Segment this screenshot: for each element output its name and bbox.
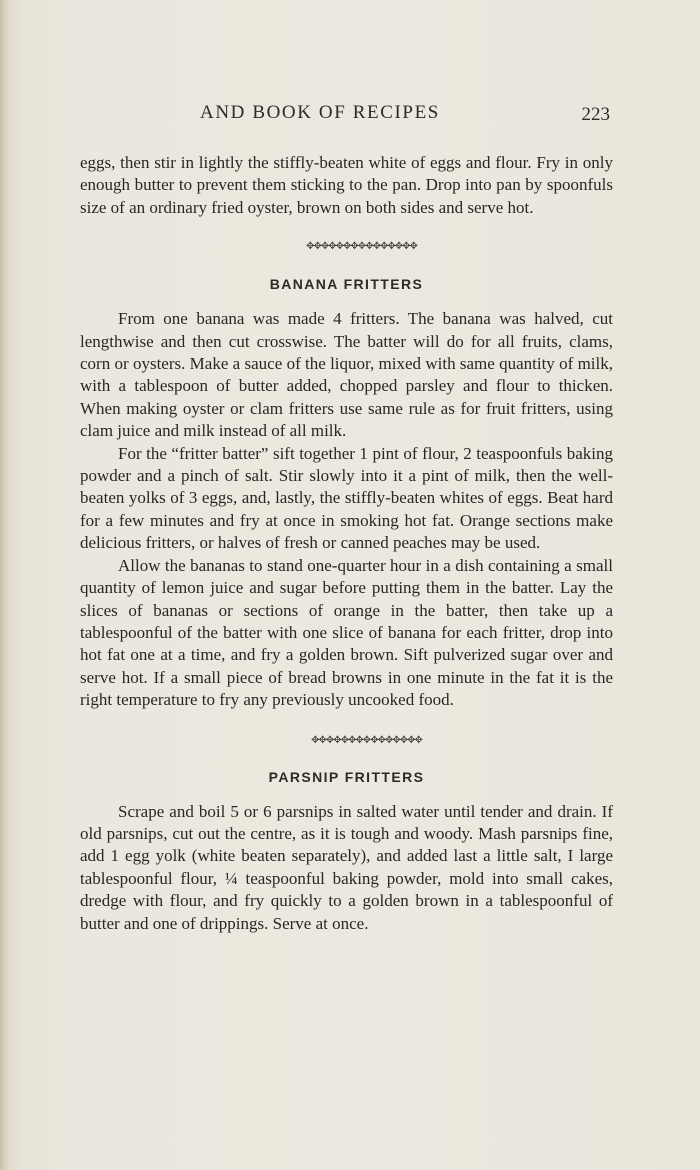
parsnip-fritters-paragraph-1: Scrape and boil 5 or 6 parsnips in salted water until tender and drain. If old parsnips, cut out the centre, as it is tough and woody. Mash parsnips fine, add 1 egg yolk (white beaten separately), and added last a little salt, I large tablespoonful flour, ¼ teaspoonful baking powder, mold into small cakes, dredge with flour, and fry quickly to a golden brown in a tablespoonful of butter and one of drippings. Serve at once.	[80, 801, 613, 933]
page-body	[80, 152, 613, 935]
page-number: 223	[581, 104, 610, 125]
banana-fritters-paragraph-3: Allow the bananas to stand one-quarter hour in a dish containing a small quantity of lemon juice and sugar before putting them in the batter. Lay the slices of bananas or sections of orange in the batter, then take up a tablespoonful of the batter with one slice of banana for each fritter, drop into hot fat one at a time, and fry a golden brown. Sift pulverized sugar over and serve hot. If a small piece of bread browns in one minute in the fat it is the right temperature to fry any previously uncooked food.	[80, 555, 613, 710]
running-head: AND BOOK OF RECIPES	[200, 102, 440, 123]
banana-fritters-paragraph-1: From one banana was made 4 fritters. The banana was halved, cut lengthwise and then cut crosswise. The batter will do for all fruits, clams, corn or oysters. Make a sauce of the liquor, mixed with same quantity of milk, with a tablespoon of butter added, chopped parsley and flour to thicken. When making oyster or clam fritters use same rule as for fruit fritters, using clam juice and milk instead of all milk.	[80, 309, 613, 441]
section-heading-banana-fritters: BANANA FRITTERS	[269, 276, 424, 293]
continuation-paragraph: eggs, then stir in lightly the stiffly-beaten white of eggs and flour. Fry in only enough butter to prevent them sticking to the pan. Drop into pan by spoonfuls size of an ordinary fried oyster, brown on both sides and serve hot.	[80, 153, 613, 217]
banana-fritters-paragraph-2: For the “fritter batter” sift together 1 pint of flour, 2 teaspoonfuls baking powder and a pinch of salt. Stir slowly into it a pint of milk, then the well-beaten yolks of 3 eggs, and, lastly, the stiffly-beaten whites of eggs. Beat hard for a few minutes and fry at once in smoking hot fat. Orange sections make delicious fritters, or halves of fresh or canned peaches may be used.	[80, 443, 613, 553]
page-binding-edge	[0, 0, 10, 1170]
ornament-divider: ✥✥✥✥✥✥✥✥✥✥✥✥✥✥✥	[306, 241, 417, 253]
ornament-divider: ✥✥✥✥✥✥✥✥✥✥✥✥✥✥✥	[311, 734, 422, 746]
page-header	[80, 102, 615, 130]
section-heading-parsnip-fritters: PARSNIP FRITTERS	[268, 768, 425, 785]
